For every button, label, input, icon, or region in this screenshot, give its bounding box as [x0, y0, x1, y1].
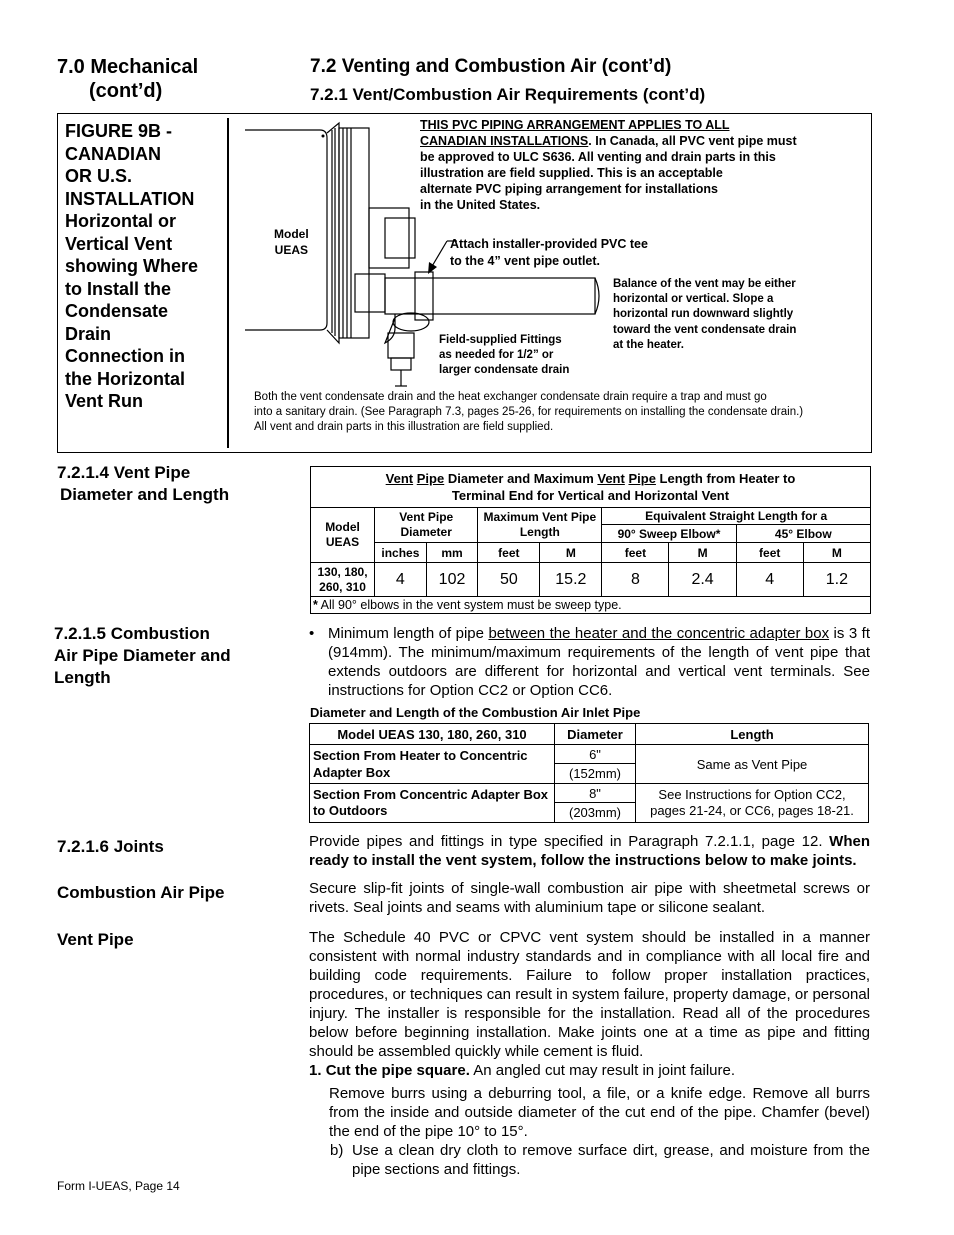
caption-line: Vertical Vent — [65, 233, 173, 254]
caption-line: Vent Run — [65, 391, 144, 411]
subsubsection-title: 7.2.1 Vent/Combustion Air Requirements (cont’d) — [310, 85, 706, 104]
footnote-text: All 90° elbows in the vent system must be sweep type. — [317, 598, 622, 612]
caption-line: OR U.S. — [65, 166, 133, 186]
header-length: Length — [636, 724, 869, 745]
heading-line: Diameter and Length — [60, 485, 230, 504]
figure-caption — [65, 120, 220, 413]
vent-pipe-table — [310, 466, 871, 614]
caption-line: Connection in — [65, 346, 185, 366]
heading-combustion-air-pipe: Combustion Air Pipe — [57, 883, 225, 902]
row-label: Section From Heater to Concentric Adapter Box — [310, 745, 555, 784]
unit-cell: mm — [426, 543, 478, 563]
balance-line: horizontal run downward slightly — [613, 308, 794, 321]
heading-7214 — [57, 462, 229, 506]
header-sweep: 90° Sweep Elbow* — [602, 525, 736, 543]
header-model: Model UEAS 130, 180, 260, 310 — [310, 724, 555, 745]
diameter-cell: (152mm) — [555, 764, 636, 784]
unit-cell: feet — [602, 543, 669, 563]
footnote-star: * — [313, 598, 318, 612]
model-label — [274, 226, 309, 258]
intro-bold: When ready to install the vent system, follow the instructions below to make joints. — [309, 833, 870, 869]
section-title — [57, 55, 198, 103]
length-cell: See Instructions for Option CC2, pages 21-24, or CC6, pages 18-21. — [636, 784, 869, 823]
vent-text: The Schedule 40 PVC or CPVC vent system should be installed in a manner consistent with normal industry standards and in compliance with all local fire and building code requirements. Failure to follow proper installation practices, procedures, or techniques can result in system failure, property damage, or personal injury. The installer is responsible for the installation. Read all of the procedures below before beginning installation. Make joints one at a time as pipe and fitting should be assembled quickly while cement is fluid. — [309, 929, 870, 1060]
pvc-note — [420, 117, 797, 213]
model-label-line2: UEAS — [274, 243, 308, 257]
pvc-heading-underlined: CANADIAN INSTALLATIONS — [420, 134, 589, 148]
caption-part: Terminal End for Vertical and Horizontal Vent — [451, 488, 730, 503]
diameter-cell: 8" — [555, 784, 636, 803]
unit-cell: M — [540, 543, 602, 563]
heading-line: Air Pipe Diameter and — [54, 646, 231, 665]
pvc-heading: THIS PVC PIPING ARRANGEMENT APPLIES TO ALL — [420, 118, 730, 132]
caption-part: Vent — [385, 471, 414, 486]
unit-cell: M — [803, 543, 870, 563]
step-bold: Cut the pipe square. — [325, 1062, 470, 1079]
fittings-line: as needed for 1/2” or — [439, 349, 554, 362]
header-max-length: Maximum Vent Pipe Length — [478, 508, 602, 543]
length-cell: Same as Vent Pipe — [636, 745, 869, 784]
bottom-note-line: Both the vent condensate drain and the heat exchanger condensate drain require a trap and must go — [254, 391, 767, 403]
caption-line: to Install the — [65, 278, 172, 299]
unit-cell: M — [669, 543, 736, 563]
pvc-line: be approved to ULC S636. All venting and drain parts in this — [420, 150, 776, 164]
section-title-line2: (cont’d) — [89, 80, 163, 102]
step-b-text: Use a clean dry cloth to remove surface dirt, grease, and moisture from the pipe sections and fittings. — [352, 1142, 870, 1178]
caption-line: INSTALLATION — [65, 188, 195, 209]
bullet-text — [309, 624, 870, 700]
figure-divider — [227, 118, 229, 448]
caption-part: Vent — [597, 471, 625, 486]
balance-line: Balance of the vent may be either — [613, 278, 796, 290]
value-cell: 2.4 — [669, 563, 736, 597]
model-label-line1: Model — [274, 227, 309, 241]
row-model: 130, 180, 260, 310 — [311, 563, 375, 597]
caption-part: Pipe — [628, 471, 656, 486]
joints-intro — [309, 832, 870, 870]
heading-line: 7.2.1.5 Combustion — [54, 624, 210, 643]
subsection-title: 7.2 Venting and Combustion Air (cont’d) — [310, 56, 672, 77]
bullet-icon: • — [309, 625, 315, 642]
combustion-air-table — [309, 723, 869, 823]
heading-7215 — [54, 623, 231, 689]
table-footnote — [311, 597, 871, 614]
caption-line: Drain — [65, 323, 112, 344]
combustion-text: Secure slip-fit joints of single-wall combustion air pipe with sheetmetal screws or rivets. Seal joints and seams with aluminium tape or silicone sealant. — [309, 880, 870, 916]
value-cell: 50 — [478, 563, 540, 597]
pvc-heading-rest: . In Canada, all PVC vent pipe must — [588, 134, 797, 148]
header-model: Model UEAS — [311, 508, 375, 563]
section-title-line1: 7.0 Mechanical — [57, 56, 199, 78]
page-footer: Form I-UEAS, Page 14 — [57, 1179, 180, 1193]
caption-line: CANADIAN — [65, 143, 161, 164]
tee-note — [450, 236, 648, 270]
combustion-table-title: Diameter and Length of the Combustion Air Inlet Pipe — [310, 705, 641, 720]
fittings-line: Field-supplied Fittings — [439, 334, 562, 346]
caption-line: Horizontal or — [65, 211, 176, 231]
value-cell: 4 — [375, 563, 427, 597]
diameter-cell: 6" — [555, 745, 636, 764]
balance-line: toward the vent condensate drain — [613, 323, 797, 336]
row-label: Section From Concentric Adapter Box to Outdoors — [310, 784, 555, 823]
caption-line: Condensate — [65, 301, 169, 321]
tee-note-line1: Attach installer-provided PVC tee — [450, 237, 648, 251]
caption-part: Pipe — [416, 471, 445, 486]
balance-line: horizontal or vertical. Slope a — [613, 293, 774, 306]
pvc-line: alternate PVC piping arrangement for installations — [420, 182, 718, 196]
figure-bottom-note — [254, 390, 803, 435]
intro-plain: Provide pipes and fittings in type specified in Paragraph 7.2.1.1, page 12. — [309, 833, 830, 850]
header-equivalent: Equivalent Straight Length for a — [602, 508, 871, 525]
bullet-item — [309, 624, 870, 700]
unit-cell: feet — [478, 543, 540, 563]
pvc-line: in the United States. — [420, 198, 541, 212]
marker-dot — [322, 135, 325, 138]
heading-7216: 7.2.1.6 Joints — [57, 837, 164, 856]
step-1-detail: Remove burrs using a deburring tool, a file, or a knife edge. Remove all burrs from the inside and outside diameter of the cut end of the pipe. Chamfer (bevel) the end of the pipe 10° to 15°. — [329, 1085, 870, 1140]
bullet-part: Minimum length of pipe — [328, 625, 489, 642]
unit-cell: feet — [736, 543, 803, 563]
value-cell: 1.2 — [803, 563, 870, 597]
tee-note-line2: to the 4” vent pipe outlet. — [450, 254, 601, 268]
bottom-note-line: All vent and drain parts in this illustration are field supplied. — [254, 421, 554, 433]
unit-cell: inches — [375, 543, 427, 563]
heading-vent-pipe: Vent Pipe — [57, 930, 134, 949]
balance-note — [613, 277, 796, 353]
bullet-underlined: between the heater and the concentric adapter box — [488, 625, 830, 642]
step-rest: An angled cut may result in joint failure. — [469, 1062, 736, 1079]
step-number: 1. — [309, 1062, 322, 1079]
caption-line: FIGURE 9B - — [65, 121, 173, 141]
bullet-part: is 3 ft (914mm). The minimum/maximum requirements of the length of vent pipe that extends outdoors are different for horizontal and vertical vent terminals. See instructions for Option CC2 or Option CC6. — [328, 625, 870, 699]
fittings-note — [439, 333, 569, 379]
caption-part: Length from Heater to — [655, 471, 796, 486]
balance-line: at the heater. — [613, 338, 684, 351]
header-diameter: Diameter — [555, 724, 636, 745]
value-cell: 8 — [602, 563, 669, 597]
table-caption — [311, 467, 871, 508]
heading-line: 7.2.1.4 Vent Pipe — [57, 463, 191, 482]
header-diameter: Vent Pipe Diameter — [375, 508, 478, 543]
caption-line: the Horizontal — [65, 368, 185, 389]
step-b-label: b) — [330, 1142, 344, 1159]
value-cell: 102 — [426, 563, 478, 597]
pvc-line: illustration are field supplied. This is an acceptable — [420, 166, 723, 180]
fittings-line: larger condensate drain — [439, 364, 570, 377]
step-1 — [309, 1061, 870, 1080]
caption-part: Diameter and Maximum — [444, 471, 598, 486]
header-45: 45° Elbow — [736, 525, 870, 543]
bottom-note-line: into a sanitary drain. (See Paragraph 7.3, pages 25-26, for requirements on installing the condensate drain.) — [254, 406, 804, 418]
caption-line: showing Where — [65, 256, 199, 276]
diameter-cell: (203mm) — [555, 803, 636, 823]
heading-line: Length — [54, 668, 111, 687]
value-cell: 4 — [736, 563, 803, 597]
value-cell: 15.2 — [540, 563, 602, 597]
